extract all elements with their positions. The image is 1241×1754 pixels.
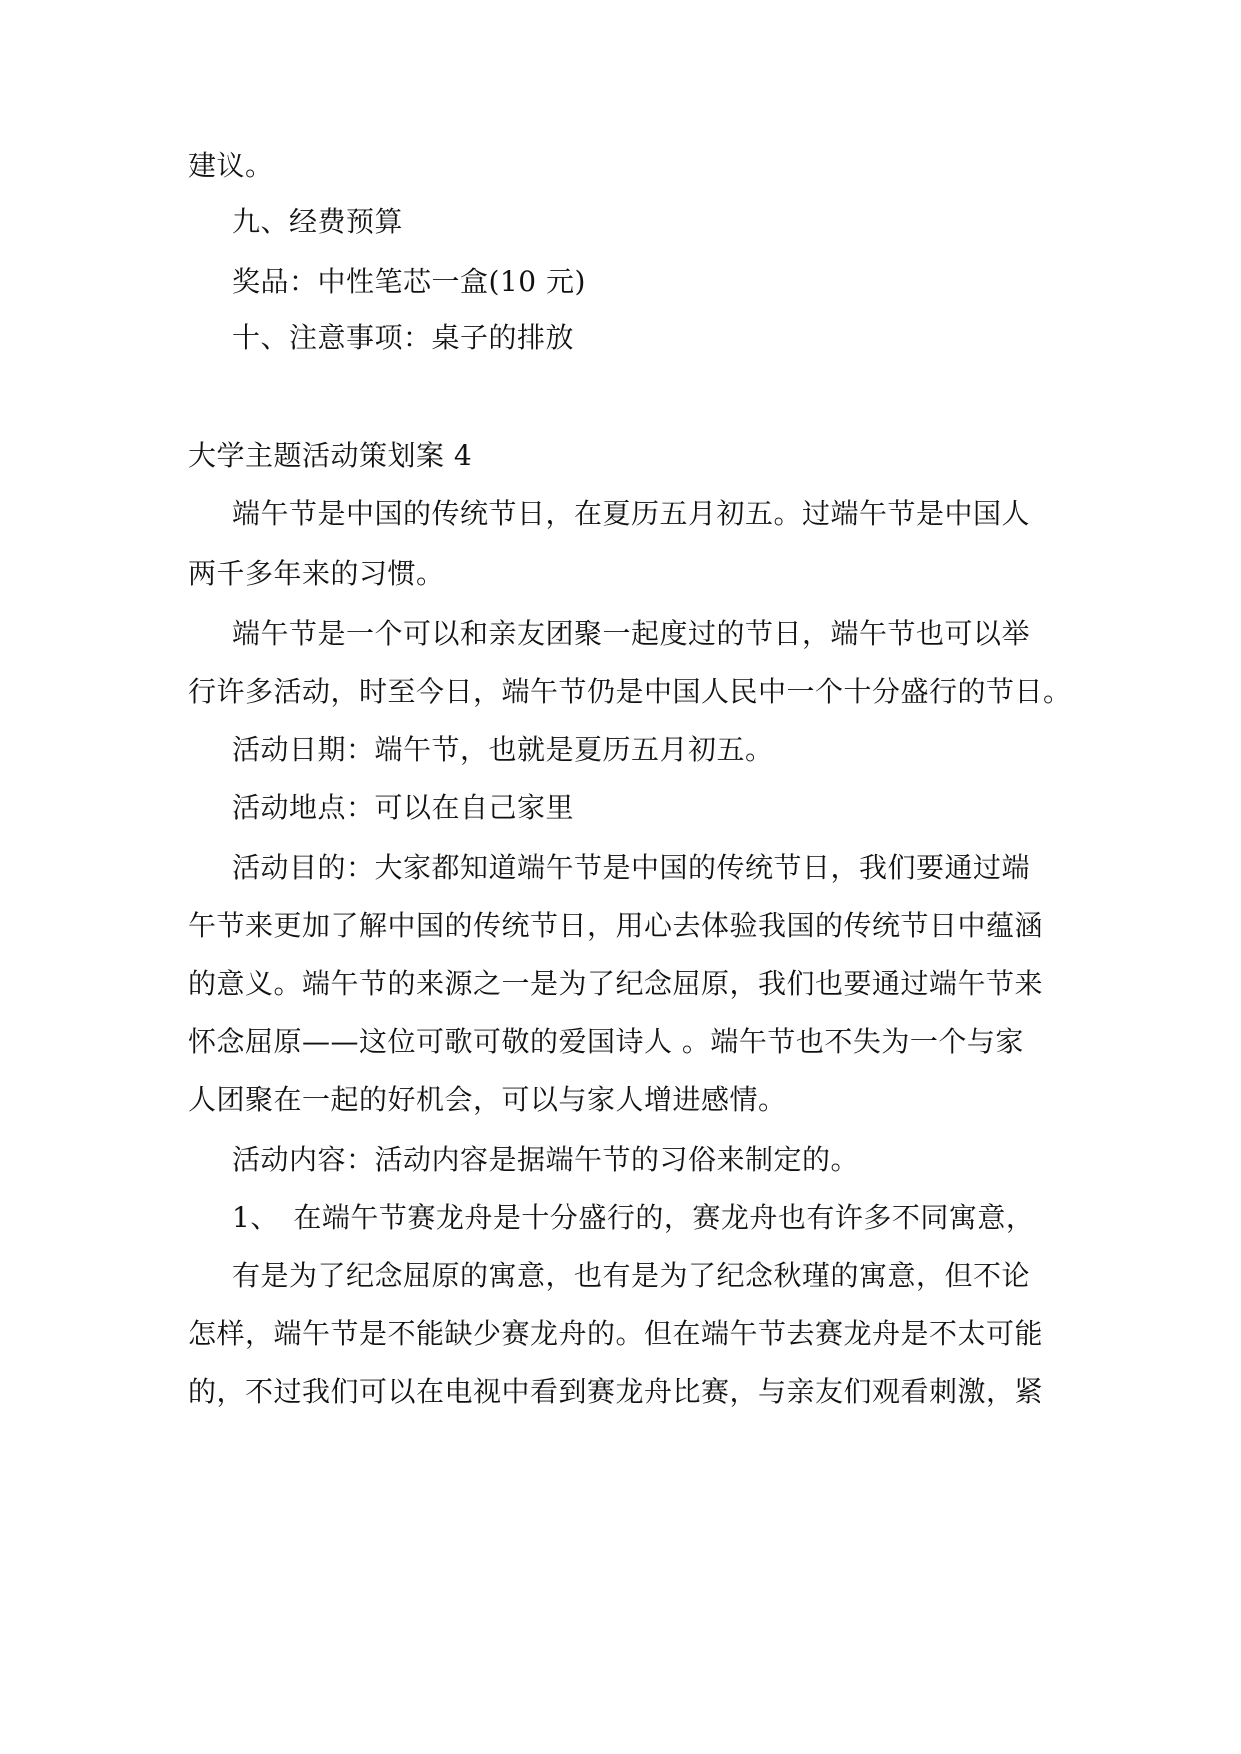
paragraph-intro-line-1: 端午节是中国的传统节日，在夏历五月初五。过端午节是中国人 (232, 497, 1031, 530)
budget-item-prize: 奖品：中性笔芯一盒(10 元) (232, 265, 586, 298)
activity-content: 活动内容：活动内容是据端午节的习俗来制定的。 (232, 1143, 860, 1176)
document-title: 大学主题活动策划案 4 (188, 439, 473, 472)
list-item-1-line-2: 有是为了纪念屈原的寓意，也有是为了纪念秋瑾的寓意，但不论 (232, 1259, 1031, 1292)
section-heading-notes: 十、注意事项：桌子的排放 (232, 321, 575, 354)
paragraph-reunion-line-1: 端午节是一个可以和亲友团聚一起度过的节日，端午节也可以举 (232, 617, 1031, 650)
list-item-1-line-3: 怎样，端午节是不能缺少赛龙舟的。但在端午节去赛龙舟是不太可能 (188, 1317, 1044, 1350)
paragraph-purpose-line-4: 怀念屈原——这位可歌可敬的爱国诗人 。端午节也不失为一个与家 (188, 1025, 1024, 1058)
section-heading-budget: 九、经费预算 (232, 205, 404, 238)
paragraph-line-suggestion-end: 建议。 (188, 149, 274, 182)
activity-location: 活动地点：可以在自己家里 (232, 791, 575, 824)
paragraph-reunion-line-2: 行许多活动，时至今日，端午节仍是中国人民中一个十分盛行的节日。 (188, 675, 1072, 708)
list-item-1-line-4: 的，不过我们可以在电视中看到赛龙舟比赛，与亲友们观看刺激，紧 (188, 1375, 1044, 1408)
paragraph-purpose-line-5: 人团聚在一起的好机会，可以与家人增进感情。 (188, 1083, 787, 1116)
paragraph-purpose-line-3: 的意义。端午节的来源之一是为了纪念屈原，我们也要通过端午节来 (188, 967, 1044, 1000)
activity-date: 活动日期：端午节，也就是夏历五月初五。 (232, 733, 774, 766)
paragraph-intro-line-2: 两千多年来的习惯。 (188, 557, 445, 590)
paragraph-purpose-line-1: 活动目的：大家都知道端午节是中国的传统节日，我们要通过端 (232, 851, 1031, 884)
list-item-1-line-1: 1、 在端午节赛龙舟是十分盛行的，赛龙舟也有许多不同寓意， (232, 1201, 1035, 1234)
paragraph-purpose-line-2: 午节来更加了解中国的传统节日，用心去体验我国的传统节日中蕴涵 (188, 909, 1044, 942)
